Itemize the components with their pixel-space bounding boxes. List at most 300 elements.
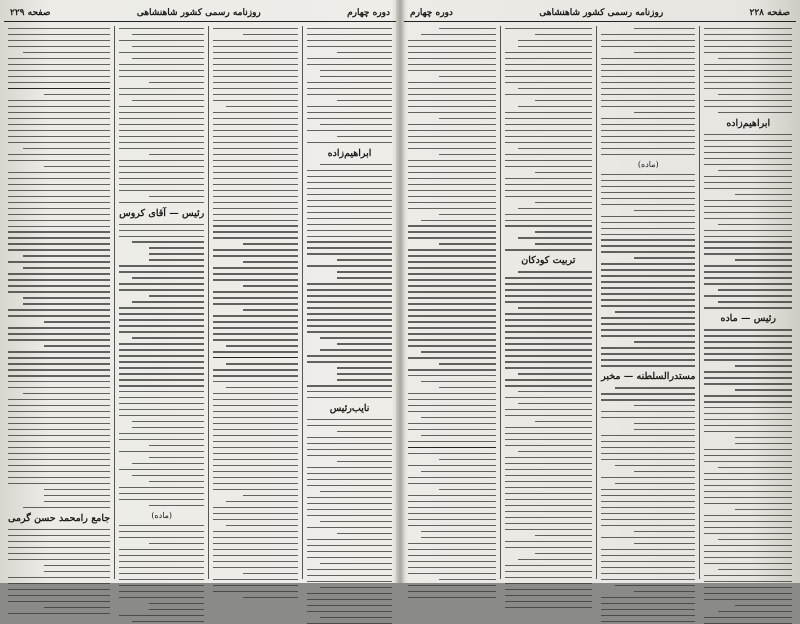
text-line [408, 142, 496, 143]
text-line [439, 154, 496, 155]
text-line [132, 301, 204, 302]
text-line [213, 178, 298, 179]
text-line [439, 214, 496, 215]
text-line [213, 297, 298, 298]
text-line [8, 100, 110, 101]
text-line [213, 237, 298, 238]
text-line [408, 423, 496, 424]
text-line [119, 313, 204, 314]
text-line [337, 271, 392, 272]
text-line [704, 152, 792, 153]
text-line [307, 194, 392, 195]
text-line [213, 142, 298, 143]
text-line [408, 339, 496, 340]
text-line [213, 70, 298, 71]
text-line [44, 607, 110, 608]
text-line [601, 359, 695, 360]
text-line [518, 373, 592, 374]
text-line [320, 491, 392, 492]
text-line [8, 601, 110, 602]
text-line [505, 184, 593, 185]
text-line [505, 76, 593, 77]
text-line [119, 415, 204, 416]
text-line [243, 309, 298, 310]
text-line [601, 335, 695, 336]
text-line [601, 477, 695, 478]
text-line [421, 220, 495, 221]
text-line [505, 249, 593, 250]
text-line [213, 321, 298, 322]
text-line [421, 351, 495, 352]
text-line [307, 503, 392, 504]
text-line [408, 184, 496, 185]
text-line [119, 88, 204, 89]
text-line [634, 405, 695, 406]
text-line [634, 429, 695, 430]
right-col-3 [500, 26, 597, 579]
text-line [408, 369, 496, 370]
text-line [307, 425, 392, 426]
text-line [408, 190, 496, 191]
text-line [8, 58, 110, 59]
text-line [601, 40, 695, 41]
text-line [704, 503, 792, 504]
text-line [505, 361, 593, 362]
text-line [8, 453, 110, 454]
text-line [601, 447, 695, 448]
text-line [735, 443, 792, 444]
text-line [119, 40, 204, 41]
text-line [704, 425, 792, 426]
text-line [704, 265, 792, 266]
text-line [704, 407, 792, 408]
text-line [8, 429, 110, 430]
text-line [213, 118, 298, 119]
text-line [505, 415, 593, 416]
text-line [601, 293, 695, 294]
text-line [408, 124, 496, 125]
text-line [601, 275, 695, 276]
text-line [23, 148, 110, 149]
text-line [243, 243, 298, 244]
text-line [8, 369, 110, 370]
text-line [408, 82, 496, 83]
text-line [408, 208, 496, 209]
text-line [505, 475, 593, 476]
text-line [119, 573, 204, 574]
text-line [601, 519, 695, 520]
text-line [307, 485, 392, 486]
text-line [704, 212, 792, 213]
text-line [601, 124, 695, 125]
text-line [337, 533, 392, 534]
text-line [337, 277, 392, 278]
text-line [601, 567, 695, 568]
text-line [8, 243, 110, 244]
text-line [213, 441, 298, 442]
text-line [704, 134, 792, 135]
text-line [119, 549, 204, 550]
text-line [119, 76, 204, 77]
text-line [307, 419, 392, 420]
text-line [8, 154, 110, 155]
text-line [213, 369, 298, 370]
text-line [704, 236, 792, 237]
text-line [601, 323, 695, 324]
text-line [408, 64, 496, 65]
text-line [601, 441, 695, 442]
text-line [601, 393, 695, 394]
text-line [119, 379, 204, 380]
text-line [213, 136, 298, 137]
text-line [704, 28, 792, 29]
text-line [119, 136, 204, 137]
text-line [213, 381, 298, 382]
text-line [119, 397, 204, 398]
text-line [535, 243, 592, 244]
text-line [149, 481, 204, 482]
text-line [8, 291, 110, 292]
text-line [505, 367, 593, 368]
right-signature: (ماده) [637, 159, 659, 169]
left-heading-3: رئیس — آقای کروس [119, 207, 205, 219]
text-line [149, 259, 204, 260]
text-line [505, 457, 593, 458]
text-line [704, 377, 792, 378]
text-line [132, 463, 204, 464]
text-line [505, 349, 593, 350]
text-line [119, 184, 204, 185]
text-line [119, 355, 204, 356]
text-line [704, 575, 792, 576]
text-line [320, 337, 392, 338]
text-line [634, 341, 695, 342]
text-line [408, 46, 496, 47]
text-line [213, 579, 298, 580]
text-line [8, 70, 110, 71]
text-line [213, 399, 298, 400]
text-line [243, 573, 298, 574]
text-line [408, 172, 496, 173]
text-line [505, 118, 593, 119]
text-line [23, 255, 110, 256]
left-heading-1: ابراهیم‌زاده [327, 147, 372, 159]
text-line [119, 361, 204, 362]
text-line [704, 533, 792, 534]
text-line [421, 417, 495, 418]
text-line [119, 236, 204, 237]
text-line [634, 257, 695, 258]
text-line [704, 329, 792, 330]
text-line [535, 535, 592, 536]
right-page [404, 4, 796, 579]
text-line [505, 190, 593, 191]
text-line [213, 333, 298, 334]
text-line [119, 585, 204, 586]
text-line [601, 365, 695, 366]
text-line [8, 405, 110, 406]
text-line [505, 355, 593, 356]
text-line [213, 393, 298, 394]
text-line [213, 202, 298, 203]
text-line [307, 94, 392, 95]
text-line [601, 489, 695, 490]
text-line [601, 615, 695, 616]
text-line [119, 124, 204, 125]
text-line [8, 64, 110, 65]
text-line [704, 247, 792, 248]
text-line [307, 40, 392, 41]
text-line [119, 230, 204, 231]
text-line [718, 94, 792, 95]
text-line [119, 130, 204, 131]
text-line [505, 481, 593, 482]
text-line [535, 231, 592, 232]
text-line [601, 525, 695, 526]
text-line [408, 291, 496, 292]
text-line [8, 387, 110, 388]
text-line [601, 579, 695, 580]
text-line [704, 515, 792, 516]
text-line [704, 401, 792, 402]
text-line [213, 76, 298, 77]
text-line [149, 295, 204, 296]
text-line [615, 465, 695, 466]
text-line [439, 579, 496, 580]
left-journal-title: روزنامه رسمی کشور شاهنشاهی [136, 7, 261, 18]
text-line [213, 88, 298, 89]
text-line [213, 196, 298, 197]
text-line [421, 34, 495, 35]
text-line [119, 172, 204, 173]
text-line [408, 106, 496, 107]
text-line [505, 463, 593, 464]
text-line [119, 537, 204, 538]
text-line [421, 537, 495, 538]
text-line [735, 259, 792, 260]
text-line [718, 301, 792, 302]
text-line [408, 88, 496, 89]
text-line [8, 196, 110, 197]
text-line [307, 106, 392, 107]
text-line [213, 507, 298, 508]
text-line [505, 142, 593, 143]
text-line [307, 331, 392, 332]
text-line [505, 136, 593, 137]
text-line [601, 287, 695, 288]
text-line [439, 489, 496, 490]
text-line [149, 543, 204, 544]
text-line [44, 489, 110, 490]
text-line [8, 553, 110, 554]
text-line [119, 567, 204, 568]
text-line [718, 112, 792, 113]
text-line [408, 309, 496, 310]
text-line [601, 573, 695, 574]
text-line [535, 34, 592, 35]
text-line [408, 573, 496, 574]
text-line [601, 597, 695, 598]
section-rule [213, 357, 298, 358]
text-line [505, 94, 593, 95]
text-line [149, 609, 204, 610]
text-line [8, 112, 110, 113]
left-columns [4, 26, 396, 579]
text-line [518, 40, 592, 41]
text-line [505, 64, 593, 65]
text-line [8, 172, 110, 173]
text-line [320, 587, 392, 588]
text-line [704, 353, 792, 354]
text-line [704, 283, 792, 284]
text-line [421, 531, 495, 532]
section-rule [8, 88, 110, 89]
text-line [408, 321, 496, 322]
text-line [535, 421, 592, 422]
text-line [307, 176, 392, 177]
text-line [505, 595, 593, 596]
text-line [44, 166, 110, 167]
text-line [601, 198, 695, 199]
text-line [518, 88, 592, 89]
text-line [615, 585, 695, 586]
text-line [505, 325, 593, 326]
text-line [505, 112, 593, 113]
text-line [337, 136, 392, 137]
text-line [439, 387, 496, 388]
text-line [337, 367, 392, 368]
text-line [505, 445, 593, 446]
right-heading-3: تربیت کودکان [521, 255, 576, 267]
text-line [307, 467, 392, 468]
text-line [320, 124, 392, 125]
text-line [213, 561, 298, 562]
text-line [213, 489, 298, 490]
text-line [704, 617, 792, 618]
text-line [408, 465, 496, 466]
text-line [213, 166, 298, 167]
text-line [735, 194, 792, 195]
text-line [8, 190, 110, 191]
text-line [307, 539, 392, 540]
text-line [408, 333, 496, 334]
text-line [408, 279, 496, 280]
page-gutter [396, 0, 404, 583]
text-line [704, 335, 792, 336]
text-line [421, 471, 495, 472]
text-line [44, 345, 110, 346]
text-line [337, 52, 392, 53]
text-line [704, 431, 792, 432]
text-line [601, 148, 695, 149]
text-line [704, 383, 792, 384]
text-line [213, 160, 298, 161]
text-line [213, 519, 298, 520]
text-line [119, 615, 204, 616]
text-line [518, 451, 592, 452]
text-line [213, 273, 298, 274]
text-line [307, 28, 392, 29]
text-line [307, 283, 392, 284]
text-line [518, 208, 592, 209]
text-line [213, 279, 298, 280]
text-line [213, 52, 298, 53]
text-line [213, 327, 298, 328]
text-line [601, 136, 695, 137]
text-line [718, 289, 792, 290]
text-line [23, 52, 110, 53]
text-line [8, 231, 110, 232]
text-line [704, 587, 792, 588]
text-line [735, 389, 792, 390]
text-line [735, 365, 792, 366]
text-line [243, 285, 298, 286]
text-line [634, 543, 695, 544]
text-line [505, 277, 593, 278]
text-line [505, 499, 593, 500]
text-line [408, 249, 496, 250]
text-line [213, 225, 298, 226]
text-line [408, 501, 496, 502]
text-line [44, 501, 110, 502]
text-line [149, 247, 204, 248]
text-line [408, 345, 496, 346]
text-line [601, 216, 695, 217]
text-line [408, 148, 496, 149]
text-line [213, 267, 298, 268]
text-line [601, 507, 695, 508]
text-line [132, 100, 204, 101]
text-line [704, 241, 792, 242]
text-line [408, 399, 496, 400]
text-line [213, 465, 298, 466]
text-line [307, 509, 392, 510]
text-line [119, 579, 204, 580]
text-line [439, 459, 496, 460]
text-line [8, 309, 110, 310]
text-line [704, 64, 792, 65]
text-line [505, 583, 593, 584]
text-line [704, 200, 792, 201]
text-line [23, 393, 110, 394]
text-line [505, 154, 593, 155]
text-line [8, 435, 110, 436]
text-line [119, 118, 204, 119]
right-heading-2: رئیس — ماده [720, 313, 776, 325]
text-line [213, 46, 298, 47]
text-line [320, 70, 392, 71]
text-line [8, 595, 110, 596]
text-line [704, 46, 792, 47]
text-line [601, 411, 695, 412]
text-line [132, 427, 204, 428]
text-line [704, 100, 792, 101]
text-line [8, 28, 110, 29]
text-line [119, 403, 204, 404]
text-line [320, 164, 392, 165]
text-line [439, 76, 496, 77]
right-page-header [404, 4, 796, 22]
text-line [23, 267, 110, 268]
text-line [704, 395, 792, 396]
text-line [505, 397, 593, 398]
text-line [8, 541, 110, 542]
text-line [8, 339, 110, 340]
text-line [601, 459, 695, 460]
text-line [213, 477, 298, 478]
right-col-4 [404, 26, 500, 579]
text-line [408, 597, 496, 598]
